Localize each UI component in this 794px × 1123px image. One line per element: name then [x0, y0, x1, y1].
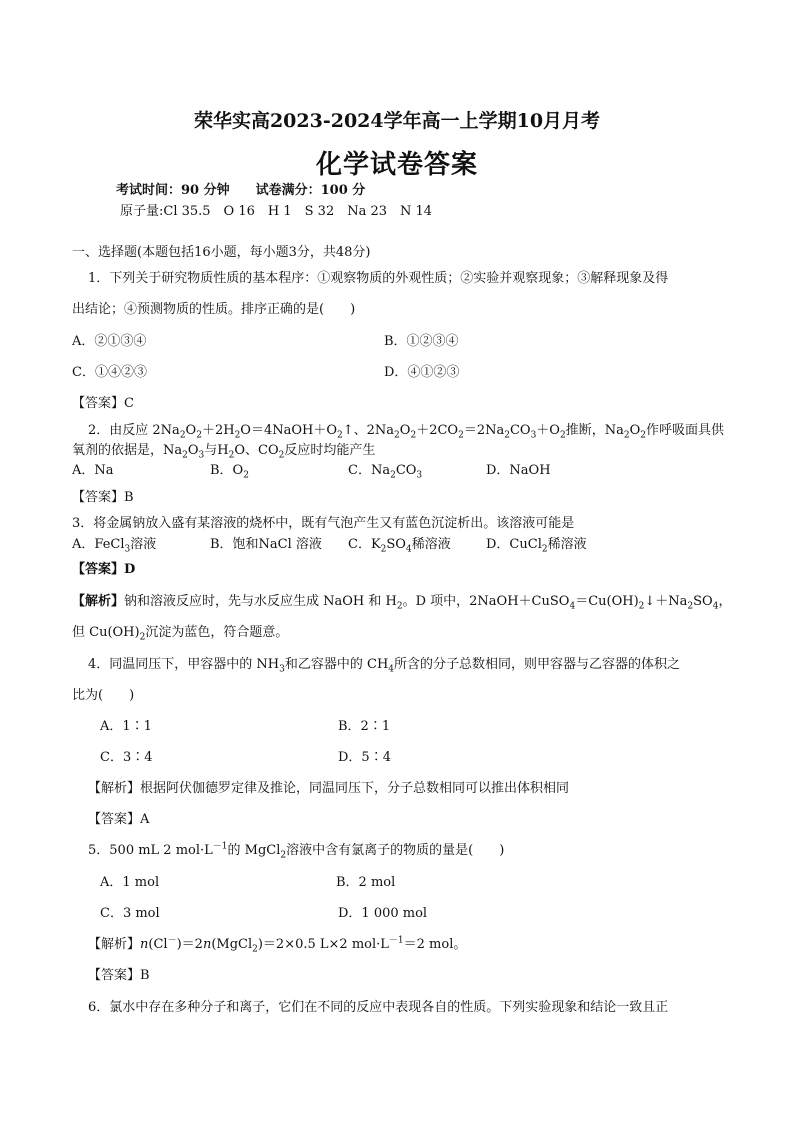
q2-option-d: D．NaOH	[486, 463, 551, 478]
q1-option-d: D．④①②③	[384, 365, 460, 380]
q5-answer: 【答案】B	[88, 968, 150, 983]
q4-stem-line1: 4．同温同压下，甲容器中的 $NH_3$和乙容器中的 $CH_4$所含的分子总数相同，则甲容器与乙容器的体积之	[88, 657, 681, 675]
q5-option-c: C．3 mol	[100, 906, 160, 921]
q1-stem-line2: 出结论；④预测物质的性质。排序正确的是( )	[72, 302, 356, 317]
q5-option-a: A．1 mol	[100, 875, 160, 890]
q3-option-c: C．$K_2SO_4$稀溶液	[348, 537, 451, 555]
q4-option-a: A．1∶1	[100, 719, 152, 734]
q3-stem: 3．将金属钠放入盛有某溶液的烧杯中，既有气泡产生又有蓝色沉淀析出。该溶液可能是	[72, 516, 575, 531]
q4-stem-line2: 比为( )	[72, 688, 135, 703]
q1-option-b: B．①②③④	[384, 334, 459, 349]
q2-answer: 【答案】B	[72, 490, 134, 505]
q3-option-b: B．饱和NaCl 溶液	[210, 537, 322, 552]
q2-option-c: C．$Na_2CO_3$	[348, 463, 423, 481]
q3-answer: 【答案】D	[72, 562, 136, 577]
q4-option-c: C．3∶4	[100, 750, 153, 765]
q6-stem: 6．氯水中存在多种分子和离子，它们在不同的反应中表现各自的性质。下列实验现象和结论一致且正	[88, 1000, 669, 1015]
q4-answer: 【答案】A	[88, 812, 150, 827]
q5-analysis: 【解析】n(Cl－)＝2n(MgCl$_2$)＝2×0.5 L×2 $mol\cdot L^{-1}=2$ mol。	[88, 935, 467, 955]
q3-option-d: D．CuCl$_2$稀溶液	[486, 537, 587, 555]
atomic-mass: 原子量:Cl 35.5 O 16 H 1 S 32 Na 23 N 14	[120, 204, 433, 219]
exam-title: 荣华实高2023-2024学年高一上学期10月月考	[193, 110, 601, 132]
q5-option-b: B．2 mol	[336, 875, 396, 890]
q3-analysis-line1: 【解析】钠和溶液反应时，先与水反应生成 NaOH 和 $H_2$。D 项中，$2NaOH+CuSO_4=Cu(OH)_2↓+Na_2SO_4$，	[72, 594, 732, 612]
q3-analysis-line2: 但 $Cu(OH)_2$沉淀为蓝色，符合题意。	[72, 625, 289, 643]
q1-stem-line1: 1．下列关于研究物质性质的基本程序：①观察物质的外观性质；②实验并观察现象；③解释现象及得	[88, 271, 669, 286]
section-heading: 一、选择题(本题包括16小题，每小题3分，共48分)	[72, 245, 371, 260]
q2-stem-line2: 氧剂的依据是，$Na_2O_3$与$H_2O$、$CO_2$反应时均能产生	[72, 443, 376, 461]
q1-option-c: C．①④②③	[72, 365, 147, 380]
q2-option-b: B．$O_2$	[210, 463, 249, 481]
exam-meta: 考试时间：90 分钟 试卷满分：100 分	[116, 183, 366, 198]
q4-analysis: 【解析】根据阿伏伽德罗定律及推论，同温同压下，分子总数相同可以推出体积相同	[88, 781, 570, 796]
q2-option-a: A．Na	[72, 463, 114, 478]
q5-stem: 5．500 mL 2 $mol\cdot L^{-1}$的 MgCl$_2$溶液中含有氯离子的物质的量是( )	[88, 841, 505, 861]
exam-subtitle: 化学试卷答案	[315, 150, 478, 180]
q1-answer: 【答案】C	[72, 396, 134, 411]
q4-option-d: D．5∶4	[338, 750, 391, 765]
q3-option-a: A．FeCl$_3$溶液	[72, 537, 157, 555]
q5-option-d: D．1 000 mol	[338, 906, 428, 921]
q1-option-a: A．②①③④	[72, 334, 147, 349]
q4-option-b: B．2∶1	[338, 719, 391, 734]
q2-stem-line1: 2．由反应 $2Na_2O_2+2H_2O=4NaOH+O_2↑$、$2Na_2O_2+2CO_2=2Na_2CO_3+O_2$推断，$Na_2O_2$作呼吸面具供	[88, 423, 724, 441]
